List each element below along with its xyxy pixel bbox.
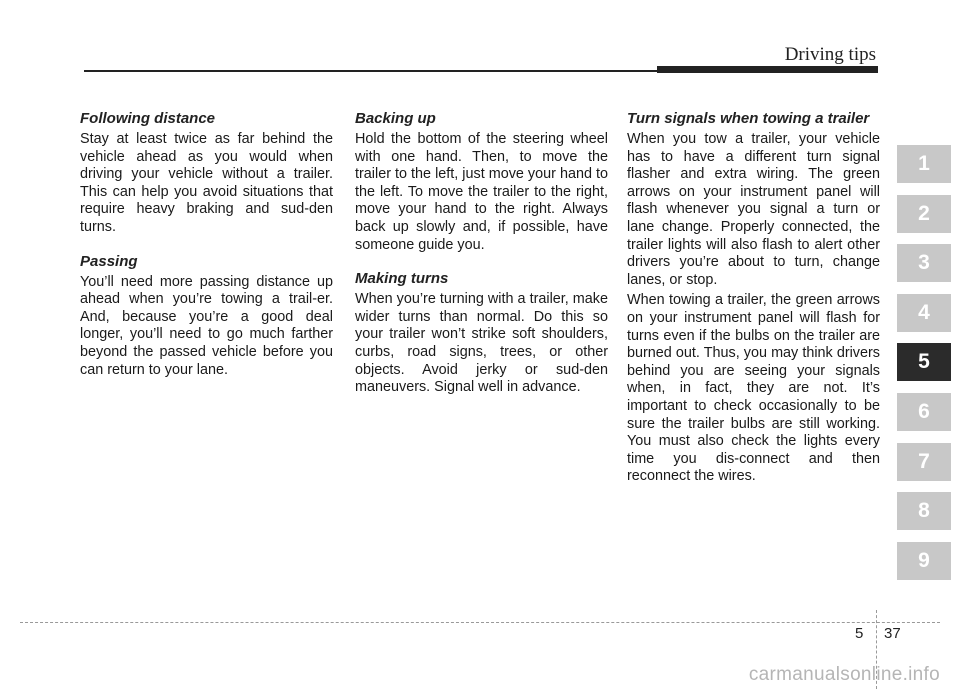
chapter-tab-6[interactable]: 6 <box>897 393 951 431</box>
header-rule-accent <box>657 66 878 73</box>
section-body-backing-up: Hold the bottom of the steering wheel with one hand. Then, to move the trailer to the left, just move your hand to the left. To move the trailer to the right, move your hand to the right. Always back up slowly and, if possible, have someone guide you. <box>355 131 608 253</box>
running-header-title: Driving tips <box>784 44 876 65</box>
text-column-1 <box>80 110 333 395</box>
chapter-tab-4[interactable]: 4 <box>897 294 951 332</box>
section-body-making-turns: When you’re turning with a trailer, make wider turns than normal. Do this so your trailer won’t strike soft shoulders, curbs, road signs, trees, or other objects. Avoid jerky or sud-den maneuvers. Signal well in advance. <box>355 291 608 396</box>
chapter-tab-3[interactable]: 3 <box>897 244 951 282</box>
section-body-turn-signals-1: When you tow a trailer, your vehicle has to have a different turn signal flasher and extra wiring. The green arrows on your instrument panel will flash whenever you signal a turn or lane change. Properly connected, the trailer lights will also flash to alert other drivers you’re about to turn, change lanes, or stop. <box>627 131 880 288</box>
footer-chapter-number: 5 <box>855 625 864 642</box>
footer-page-number: 37 <box>884 625 901 642</box>
chapter-tab-9[interactable]: 9 <box>897 542 951 580</box>
chapter-tab-7[interactable]: 7 <box>897 443 951 481</box>
section-heading-making-turns: Making turns <box>355 270 449 288</box>
section-body-passing: You’ll need more passing distance up ahead when you’re towing a trail-er. And, because you’re a good deal longer, you’ll need to go much farther beyond the passed vehicle before you can return to your lane. <box>80 273 333 378</box>
section-heading-passing: Passing <box>80 252 138 270</box>
footer-rule <box>20 622 940 623</box>
text-column-3 <box>627 110 880 502</box>
section-body-turn-signals-2: When towing a trailer, the green arrows on your instrument panel will flash for turns even if the bulbs on the trailer are burned out. Thus, you may think drivers behind you are seeing your signals when, in fact, they are not. It’s important to check occasionally to be sure the trailer bulbs are still working. You must also check the lights every time you dis-connect and then reconnect the wires. <box>627 292 880 485</box>
chapter-tab-1[interactable]: 1 <box>897 145 951 183</box>
chapter-tab-5[interactable]: 5 <box>897 343 951 381</box>
text-column-2 <box>355 110 608 413</box>
chapter-tab-2[interactable]: 2 <box>897 195 951 233</box>
section-body-following-distance: Stay at least twice as far behind the vehicle ahead as you would when driving your vehicle without a trailer. This can help you avoid situations that require heavy braking and sud-den turns. <box>80 131 333 235</box>
section-heading-turn-signals: Turn signals when towing a trailer <box>627 110 870 127</box>
watermark-text: carmanualsonline.info <box>748 664 940 685</box>
chapter-tab-strip <box>897 145 951 591</box>
section-heading-following-distance: Following distance <box>80 110 216 127</box>
chapter-tab-8[interactable]: 8 <box>897 492 951 530</box>
section-heading-backing-up: Backing up <box>355 110 436 127</box>
